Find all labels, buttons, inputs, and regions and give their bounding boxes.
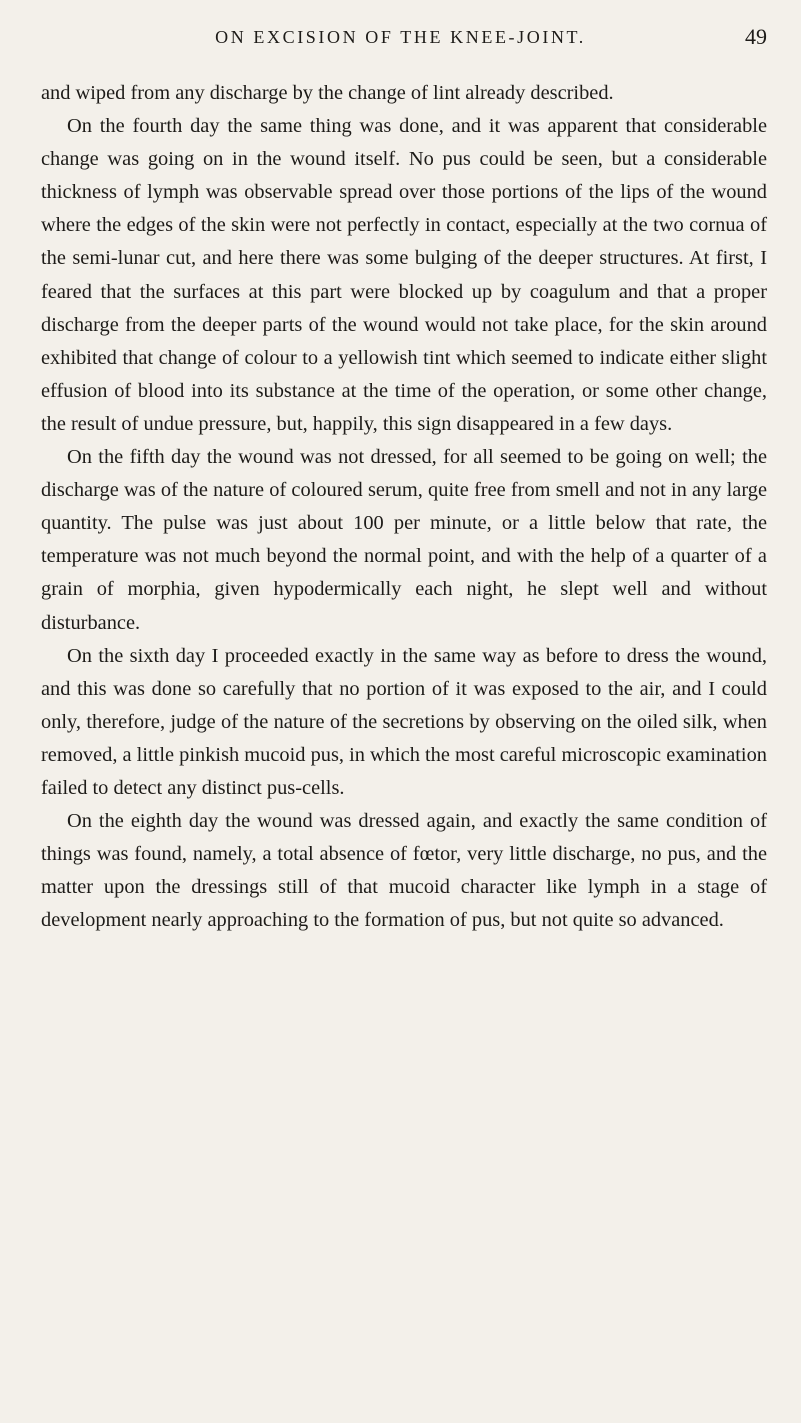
page-number: 49	[745, 24, 767, 49]
paragraph-continuation: and wiped from any discharge by the change of lint already described.	[41, 82, 614, 104]
paragraph-eighth-day: On the eighth day the wound was dressed again, and exactly the same condition of things was found, namely, a total absence of fœtor, very little discharge, no pus, and the matter upon the dressings still of that mucoid character like lymph in a stage of development nearly approaching to the formation of pus, but not quite so advanced.	[41, 810, 767, 932]
running-title: ON EXCISION OF THE KNEE-JOINT.	[215, 27, 586, 47]
paragraph-sixth-day: On the sixth day I proceeded exactly in the same way as before to dress the wound, and this was done so carefully that no portion of it was exposed to the air, and I could only, therefore, judge of the nature of the secretions by observing on the oiled silk, when removed, a little pinkish mucoid pus, in which the most careful microscopic examination failed to detect any distinct pus-cells.	[41, 644, 767, 799]
running-header	[0, 26, 801, 56]
body-text	[41, 77, 767, 937]
paragraph-fourth-day: On the fourth day the same thing was done, and it was apparent that considerable change was going on in the wound itself. No pus could be seen, but a considerable thickness of lymph was observable spread over those portions of the lips of the wound where the edges of the skin were not perfectly in contact, especially at the two cornua of the semi-lunar cut, and here there was some bulging of the deeper structures. At first, I feared that the surfaces at this part were blocked up by coagulum and that a proper discharge from the deeper parts of the wound would not take place, for the skin around exhibited that change of colour to a yellowish tint which seemed to indicate either slight effusion of blood into its substance at the time of the operation, or some other change, the result of undue pressure, but, happily, this sign disappeared in a few days.	[41, 115, 767, 435]
paragraph-fifth-day: On the fifth day the wound was not dressed, for all seemed to be going on well; the discharge was of the nature of coloured serum, quite free from smell and not in any large quantity. The pulse was just about 100 per minute, or a little below that rate, the temperature was not much beyond the normal point, and with the help of a quarter of a grain of morphia, given hypodermically each night, he slept well and without disturbance.	[41, 446, 767, 634]
